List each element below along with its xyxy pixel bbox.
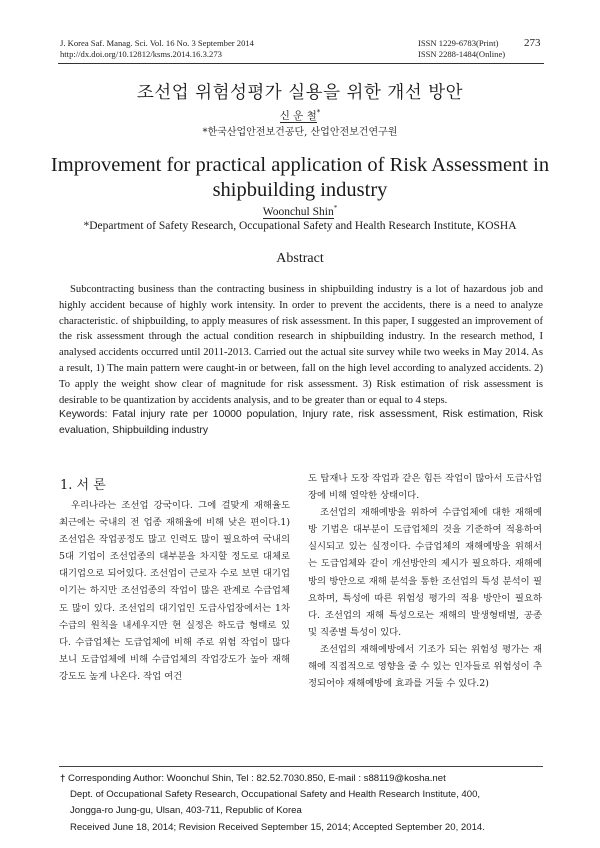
right-column bbox=[308, 470, 542, 692]
dagger-mark: † bbox=[60, 773, 66, 784]
section-heading-introduction: 1. 서 론 bbox=[60, 478, 106, 493]
footnote-dates: Received June 18, 2014; Revision Received September 15, 2014; Accepted September 20, 2014. bbox=[70, 821, 485, 833]
korean-author bbox=[0, 108, 600, 123]
running-header-left bbox=[60, 38, 254, 60]
abstract-body: Subcontracting business than the contracting business in shipbuilding industry is a lot of hazardous job and highly accident because of highly work intensity. In order to prevent the accidents, there is a need to analyze characteristic. of shipbuilding, to apply measures of risk assessment. In this paper, I suggested an improvement of the risk assessment through the actual condition research in shipbuilding industry. In the research method, I analysed accidents occurred until 2011-2013. Carried out the actual site survey while two weeks in May 2014. As a result, 1) The main pattern were caught-in or between, fall on the high level according to analyzed accidents. 2) To apply the weight show clear of magnitude for risk assessment. 3) Risk estimation of risk assessment is desirable to be quantization by accidents analysis, and to be greater than or equal to 4 steps. bbox=[59, 284, 543, 406]
issn-print: ISSN 1229-6783(Print) bbox=[418, 38, 499, 48]
english-title-line-1: Improvement for practical application of Risk Assessment in bbox=[50, 154, 550, 176]
korean-title: 조선업 위험성평가 실용을 위한 개선 방안 bbox=[136, 83, 464, 103]
english-author-mark: * bbox=[333, 204, 338, 212]
journal-citation: J. Korea Saf. Manag. Sci. Vol. 16 No. 3 September 2014 bbox=[60, 38, 254, 48]
footnote-address-1: Dept. of Occupational Safety Research, Occupational Safety and Health Research Institute, 400, bbox=[70, 789, 481, 801]
keywords-text: : Fatal injury rate per 10000 population, Injury rate, risk assessment, Risk estimation, Risk evaluation, Shipbuilding industry bbox=[59, 409, 543, 436]
footnote-rule bbox=[59, 766, 543, 767]
page-number: 273 bbox=[524, 37, 541, 49]
footnote-line-corresponding bbox=[60, 771, 485, 787]
korean-affiliation: *한국산업안전보건공단, 산업안전보건연구원 bbox=[202, 127, 398, 138]
doi-link[interactable]: http://dx.doi.org/10.12812/ksms.2014.16.3.273 bbox=[60, 49, 222, 59]
korean-author-mark: * bbox=[316, 108, 321, 117]
left-column bbox=[59, 497, 290, 685]
corresponding-author: Corresponding Author: Woonchul Shin, Tel : 82.52.7030.850, E-mail : s88119@kosha.net bbox=[68, 773, 446, 784]
english-title-line-2: shipbuilding industry bbox=[212, 179, 388, 201]
english-author-name: Woonchul Shin bbox=[262, 205, 334, 218]
running-header-right bbox=[418, 38, 505, 60]
issn-online: ISSN 2288-1484(Online) bbox=[418, 49, 506, 59]
right-column-paragraph-continued: 도 탑재나 도장 작업과 같은 힘든 작업이 많아서 도급사업장에 비해 열악한 상태이다. bbox=[308, 473, 542, 502]
right-column-paragraph: 조선업의 재해예방에서 기조가 되는 위험성 평가는 재해에 직접적으로 영향을 줄 수 있는 인자들로 위험성이 추정되어야 재해예방에 효과를 거둘 수 있다.2) bbox=[308, 643, 542, 690]
left-column-paragraph: 우리나라는 조선업 강국이다. 그에 걸맞게 재해율도 최근에는 국내의 전 업종 재해율에 비해 낮은 편이다.1) 조선업은 작업공정도 많고 인력도 많이 필요하여 국내의 5대 기업이 조선업종의 대부분을 차지할 정도로 대체로 대기업으로 되어있다. 조선업이 근로자 수로 보면 대기업이기는 하지만 조선업종의 작업이 많은 관계로 수급업체도 많이 있다. 조선업의 대기업인 도급사업장에서는 1차 수급의 원칙을 내세우지만 현 실정은 하도급 형태로 있다. 수급업체는 도급업체에 비해 주로 위험 작업이 많다 보니 도급업체에 비해 수급업체의 작업강도가 높아 재해 강도도 높게 나온다. 작업 여건 bbox=[59, 500, 290, 682]
english-author bbox=[0, 204, 600, 218]
footnote bbox=[60, 771, 485, 836]
korean-author-name: 신 운 철 bbox=[279, 110, 317, 122]
english-title bbox=[40, 153, 560, 203]
footnote-address-2: Jongga-ro Jung-gu, Ulsan, 403-711, Republic of Korea bbox=[70, 805, 302, 817]
english-affiliation: *Department of Safety Research, Occupational Safety and Health Research Institute, KOSHA bbox=[83, 220, 517, 232]
header-rule bbox=[58, 63, 544, 64]
abstract-heading: Abstract bbox=[276, 251, 324, 266]
right-column-paragraph: 조선업의 재해예방을 위하여 수급업체에 대한 재해예방 기법은 대부분이 도급업체의 것을 기준하여 적용하여 실시되고 있는 실정이다. 수급업체의 재해예방을 위해서는 도급업체와 같이 개선방안의 제시가 필요하다. 재해예방의 방안으로 재해 분석을 통한 조선업의 특성 분석이 필요하며, 특성에 따른 위험성 평가의 적용 방안이 필요하다. 조선업의 재해 특성으로는 재해의 발생형태별, 공종 및 직종별 특성이 있다. bbox=[308, 507, 542, 638]
keywords-label: Keywords bbox=[59, 409, 105, 420]
keywords bbox=[59, 407, 543, 439]
